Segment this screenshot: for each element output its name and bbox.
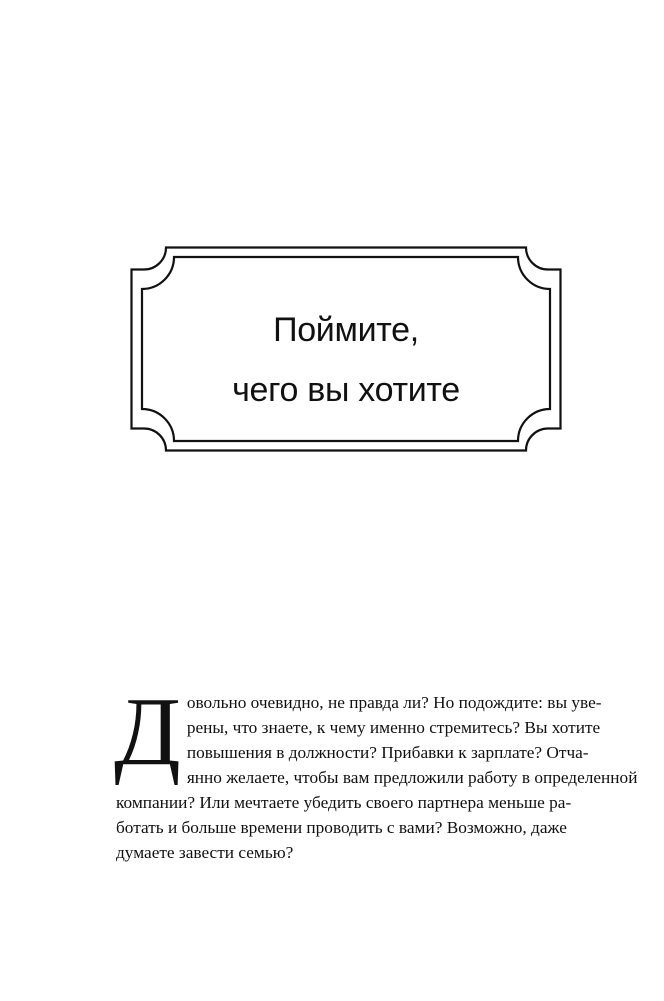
text-line: повышения в должности? Прибавки к зарплате? Отча- xyxy=(186,743,589,762)
text-line: думаете завести семью? xyxy=(116,843,294,862)
chapter-title-frame xyxy=(130,246,562,452)
text-line: рены, что знаете, к чему именно стремитесь? Вы хотите xyxy=(186,718,601,737)
body-paragraph xyxy=(114,678,638,865)
paragraph-text xyxy=(114,678,638,865)
chapter-title-line-1: Поймите, xyxy=(273,311,419,349)
drop-cap: Д xyxy=(114,678,181,786)
chapter-title xyxy=(130,300,562,420)
text-line: янно желаете, чтобы вам предложили работу в определенной xyxy=(186,768,638,787)
text-line: ботать и больше времени проводить с вами? Возможно, даже xyxy=(116,818,567,837)
text-line: компании? Или мечтаете убедить своего партнера меньше ра- xyxy=(116,793,572,812)
chapter-title-line-2: чего вы хотите xyxy=(232,371,460,409)
text-line: овольно очевидно, не правда ли? Но подождите: вы уве- xyxy=(186,693,602,712)
